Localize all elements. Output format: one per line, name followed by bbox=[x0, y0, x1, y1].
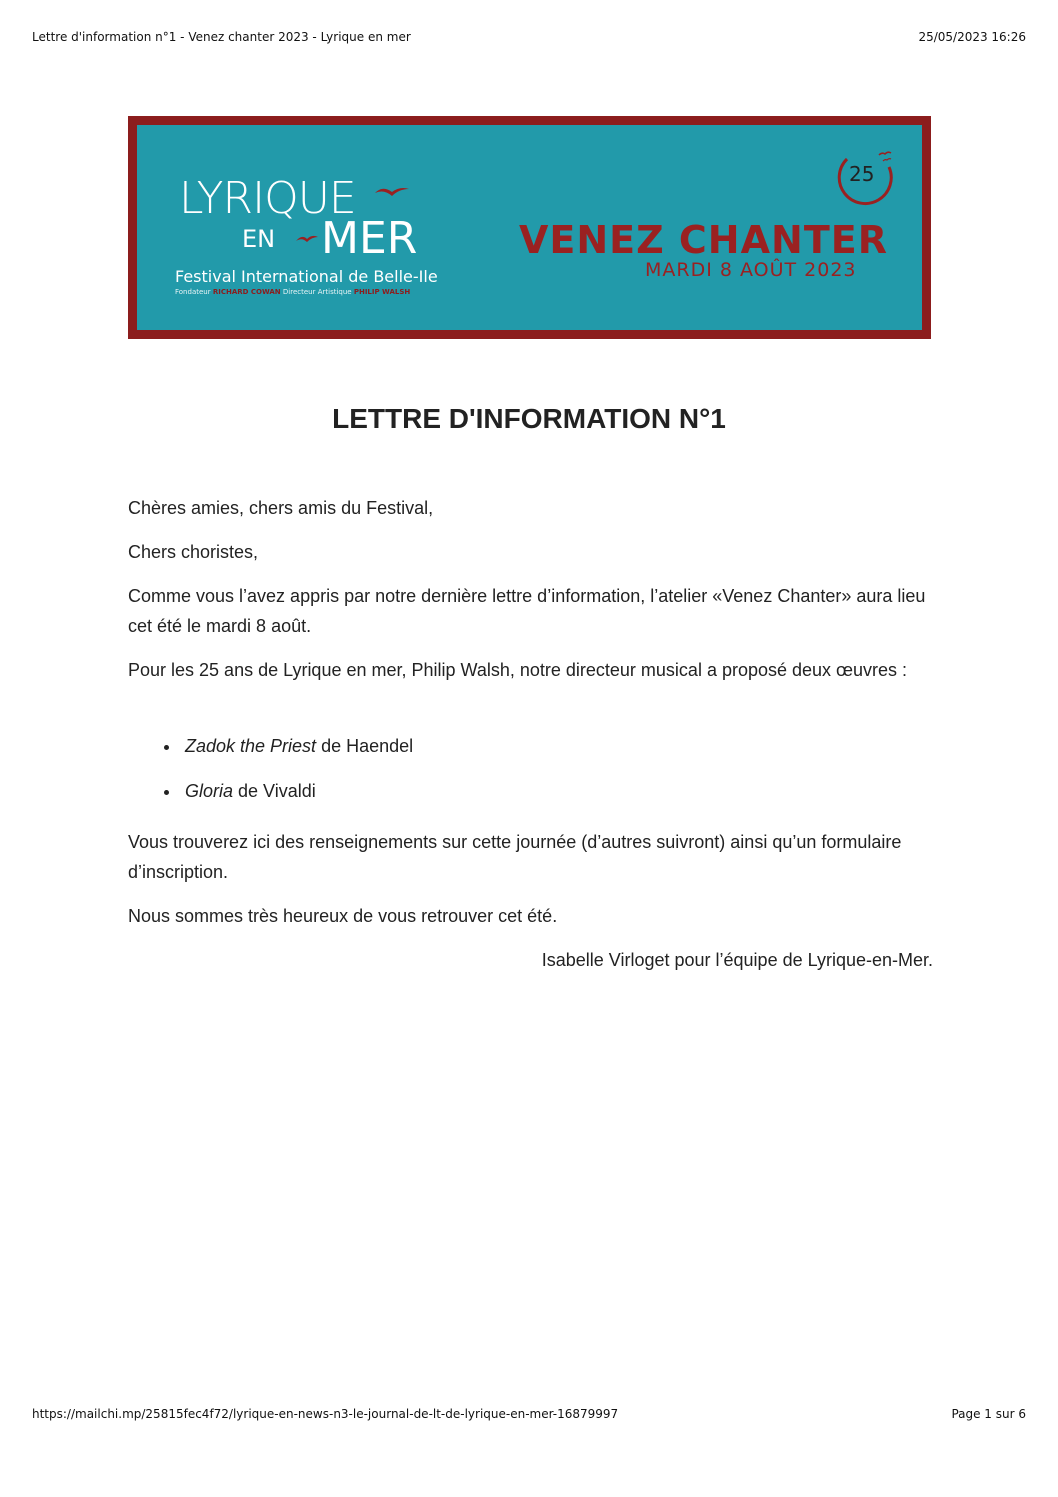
paragraph-intro bbox=[128, 581, 933, 641]
list-item bbox=[128, 731, 413, 776]
founder-name: RICHARD COWAN bbox=[212, 288, 281, 296]
greeting-friends bbox=[128, 493, 933, 523]
greeting-choristers bbox=[128, 537, 933, 567]
work-title: Gloria bbox=[185, 781, 234, 801]
header-banner bbox=[128, 116, 931, 339]
page-number: Page 1 sur 6 bbox=[951, 1407, 1026, 1421]
paragraph-info bbox=[128, 827, 933, 887]
print-header-title: Lettre d'information n°1 - Venez chanter 2023 - Lyrique en mer bbox=[32, 30, 411, 44]
logo-lyrique: LYRIQUE bbox=[179, 173, 356, 224]
source-url: https://mailchi.mp/25815fec4f72/lyrique-en-news-n3-le-journal-de-lt-de-lyrique-en-mer-16879997 bbox=[32, 1407, 619, 1421]
paragraph-intro-text: Comme vous l’avez appris par notre dernière lettre d’information, l’atelier «Venez Chanter» aura lieu cet été le mardi 8 août. bbox=[128, 586, 926, 636]
headline-venez-chanter: VENEZ CHANTER bbox=[519, 218, 888, 262]
work-composer: de Haendel bbox=[316, 736, 414, 756]
founder-label: Fondateur bbox=[175, 288, 211, 296]
director-label: Directeur Artistique bbox=[282, 288, 352, 296]
banner-panel bbox=[137, 125, 922, 330]
work-composer: de Vivaldi bbox=[233, 781, 316, 801]
signature-text: Isabelle Virloget pour l’équipe de Lyrique-en-Mer. bbox=[541, 950, 933, 970]
paragraph-closing bbox=[128, 901, 933, 931]
logo-mer: MER bbox=[321, 213, 418, 264]
event-date: MARDI 8 AOÛT 2023 bbox=[645, 259, 857, 281]
work-title: Zadok the Priest bbox=[185, 736, 317, 756]
paragraph-closing-text: Nous sommes très heureux de vous retrouver cet été. bbox=[128, 906, 558, 926]
seagull-small-icon bbox=[295, 233, 319, 245]
paragraph-info-text: Vous trouverez ici des renseignements sur cette journée (d’autres suivront) ainsi qu’un formulaire d’inscription. bbox=[128, 832, 902, 882]
paragraph-works bbox=[128, 655, 933, 685]
works-list bbox=[128, 731, 413, 821]
logo-en: EN bbox=[242, 225, 276, 253]
page-title: LETTRE D'INFORMATION N°1 bbox=[332, 403, 726, 434]
seagull-icon bbox=[373, 183, 411, 201]
print-header-datetime: 25/05/2023 16:26 bbox=[918, 30, 1026, 44]
print-header bbox=[32, 30, 1026, 44]
director-name: PHILIP WALSH bbox=[353, 288, 411, 296]
greeting-friends-text: Chères amies, chers amis du Festival, bbox=[128, 498, 434, 518]
founders-line bbox=[175, 288, 410, 296]
anniversary-25-icon bbox=[835, 147, 897, 209]
greeting-choristers-text: Chers choristes, bbox=[128, 542, 259, 562]
signature bbox=[128, 945, 933, 975]
list-item bbox=[128, 776, 413, 821]
print-footer bbox=[32, 1407, 1026, 1421]
festival-subtitle: Festival International de Belle-Ile bbox=[175, 267, 438, 286]
anniversary-number: 25 bbox=[849, 162, 875, 186]
paragraph-works-text: Pour les 25 ans de Lyrique en mer, Philip Walsh, notre directeur musical a proposé deux œuvres : bbox=[128, 660, 908, 680]
